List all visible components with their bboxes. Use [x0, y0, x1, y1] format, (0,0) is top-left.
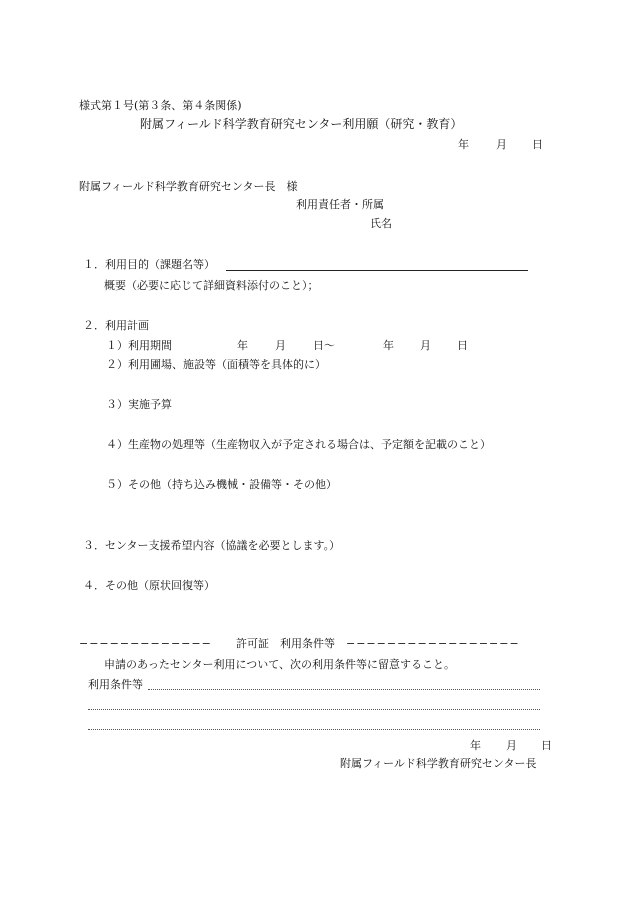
permit-dashes-right: −−−−−−−−−−−−−−−−−	[346, 637, 520, 650]
section2-heading: ２．利用計画	[83, 319, 149, 332]
permit-issuer: 附属フィールド科学教育研究センター長	[340, 757, 537, 770]
section2-item2: ２）利用圃場、施設等（面積等を具体的に）	[106, 358, 326, 371]
date-year: 年	[458, 138, 469, 151]
permit-heading: 許可証 利用条件等	[236, 637, 335, 650]
section1-overview: 概要（必要に応じて詳細資料添付のこと）；	[104, 279, 319, 292]
applicant-affiliation-label: 利用責任者・所属	[296, 198, 384, 211]
period-from-year: 年	[237, 339, 248, 352]
period-label: １）利用期間	[106, 339, 172, 352]
section2-item5: ５）その他（持ち込み機械・設備等・その他）	[106, 478, 337, 491]
period-to-day: 日	[457, 339, 468, 352]
applicant-name-label: 氏名	[370, 217, 392, 230]
permit-date-month: 月	[506, 739, 517, 752]
date-month: 月	[496, 138, 507, 151]
section3-heading: ３．センター支援希望内容（協議を必要とします。）	[83, 539, 341, 552]
conditions-dotted-line-1	[148, 689, 540, 690]
section4-heading: ４．その他（原状回復等）	[83, 579, 215, 592]
permit-date-day: 日	[541, 739, 552, 752]
section2-item4: ４）生産物の処理等（生産物収入が予定される場合は、予定額を記載のこと）	[106, 438, 491, 451]
form-title: 附属フィールド科学教育研究センター利用願（研究・教育）	[140, 117, 463, 131]
period-to-year: 年	[383, 339, 394, 352]
permit-dashes-left: −−−−−−−−−−−−−	[79, 637, 212, 650]
section1-heading: １．利用目的（課題名等）	[83, 258, 215, 271]
section2-item3: ３）実施予算	[106, 398, 172, 411]
conditions-dotted-line-3	[88, 729, 540, 730]
period-to-month: 月	[420, 339, 431, 352]
form-reference: 様式第１号(第３条、第４条関係)	[79, 99, 242, 112]
conditions-dotted-line-2	[88, 709, 540, 710]
purpose-underline	[226, 270, 528, 271]
permit-notice: 申請のあったセンター利用について、次の利用条件等に留意すること。	[104, 658, 456, 671]
conditions-label: 利用条件等	[88, 678, 143, 691]
permit-date-year: 年	[470, 739, 481, 752]
period-from-day: 日〜	[313, 339, 335, 352]
date-day: 日	[532, 138, 543, 151]
addressee: 附属フィールド科学教育研究センター長 様	[79, 180, 298, 193]
period-from-month: 月	[275, 339, 286, 352]
